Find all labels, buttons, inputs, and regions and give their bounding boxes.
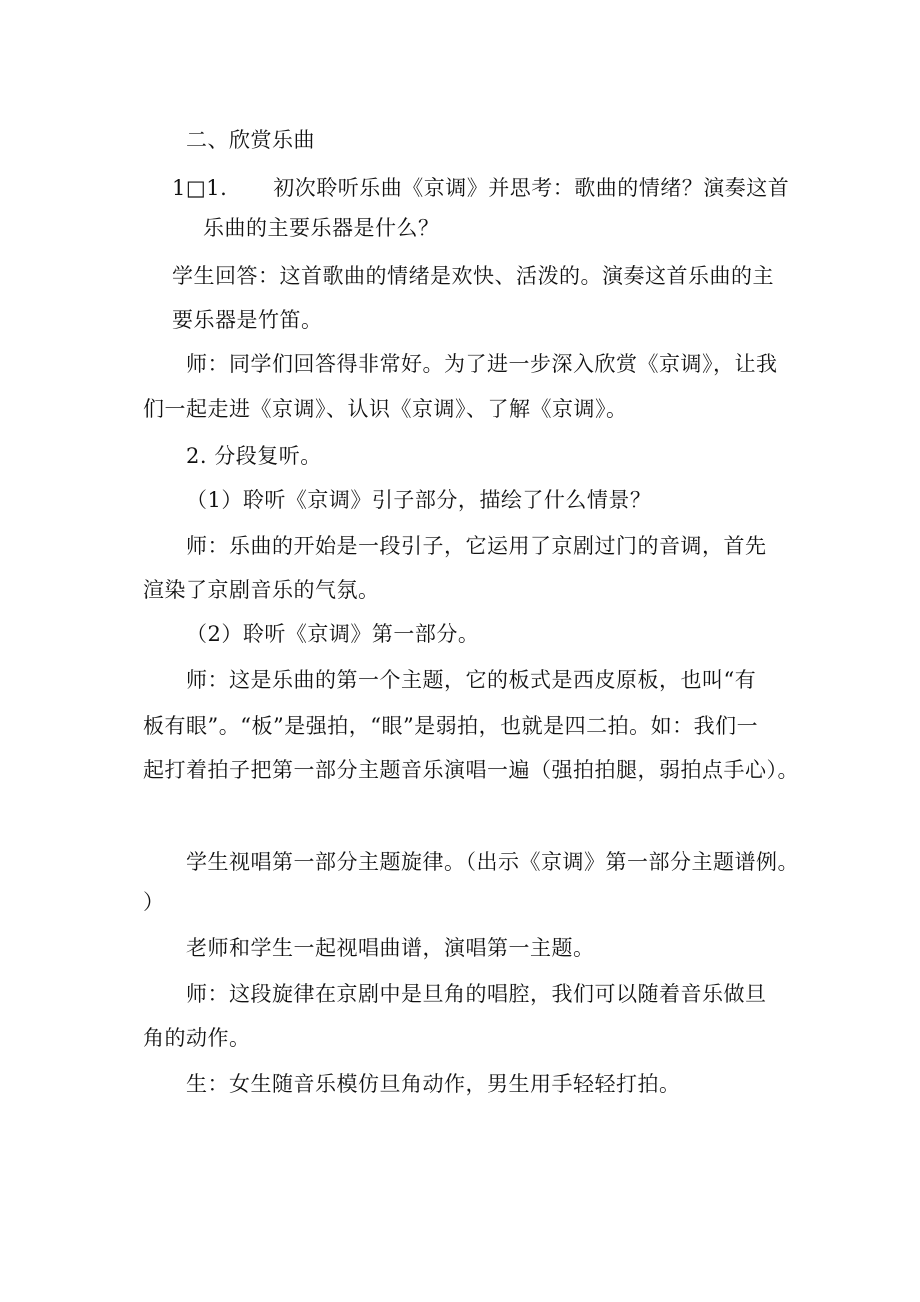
question-1-text: 初次聆听乐曲《京调》并思考：歌曲的情绪？演奏这首 [273,176,790,200]
sub-question-2: （2）聆听《京调》第一部分。 [186,622,480,646]
student-answer-line-2: 要乐器是竹笛。 [172,308,323,332]
student-answer-line-1: 学生回答：这首歌曲的情绪是欢快、活泼的。演奏这首乐曲的主 [172,264,774,288]
teacher-remark-4-line-2: 角的动作。 [143,1026,251,1050]
step-2-heading: 2. 分段复听。 [186,444,322,468]
teacher-remark-3-line-1: 师：这是乐曲的第一个主题，它的板式是西皮原板，也叫“有 [186,668,757,692]
question-1-number: 1□1. [172,176,228,200]
question-1-line-1 [172,174,789,202]
teacher-remark-2-line-1: 师：乐曲的开始是一段引子，它运用了京剧过门的音调，首先 [186,534,767,558]
together-line: 老师和学生一起视唱曲谱，演唱第一主题。 [186,936,595,960]
teacher-remark-4-line-1: 师：这段旋律在京剧中是旦角的唱腔，我们可以随着音乐做旦 [186,982,767,1006]
teacher-remark-2-line-2: 渲染了京剧音乐的气氛。 [143,578,380,602]
teacher-remark-1-line-1: 师：同学们回答得非常好。为了进一步深入欣赏《京调》，让我 [186,352,778,376]
teacher-remark-3-line-3: 起打着拍子把第一部分主题音乐演唱一遍（强拍拍腿，弱拍点手心）。 [143,758,799,782]
student-sing-line-2: ） [143,890,165,914]
student-action: 生：女生随音乐模仿旦角动作，男生用手轻轻打拍。 [186,1072,681,1096]
section-heading: 二、欣赏乐曲 [186,128,315,152]
question-1-line-2: 乐曲的主要乐器是什么？ [203,216,440,240]
student-sing-line-1: 学生视唱第一部分主题旋律。（出示《京调》第一部分主题谱例。 [186,850,799,874]
sub-question-1: （1）聆听《京调》引子部分，描绘了什么情景？ [186,488,652,512]
teacher-remark-3-line-2: 板有眼”。“板”是强拍，“眼”是弱拍，也就是四二拍。如：我们一 [143,714,759,738]
teacher-remark-1-line-2: 们一起走进《京调》、认识《京调》、了解《京调》。 [143,397,628,421]
